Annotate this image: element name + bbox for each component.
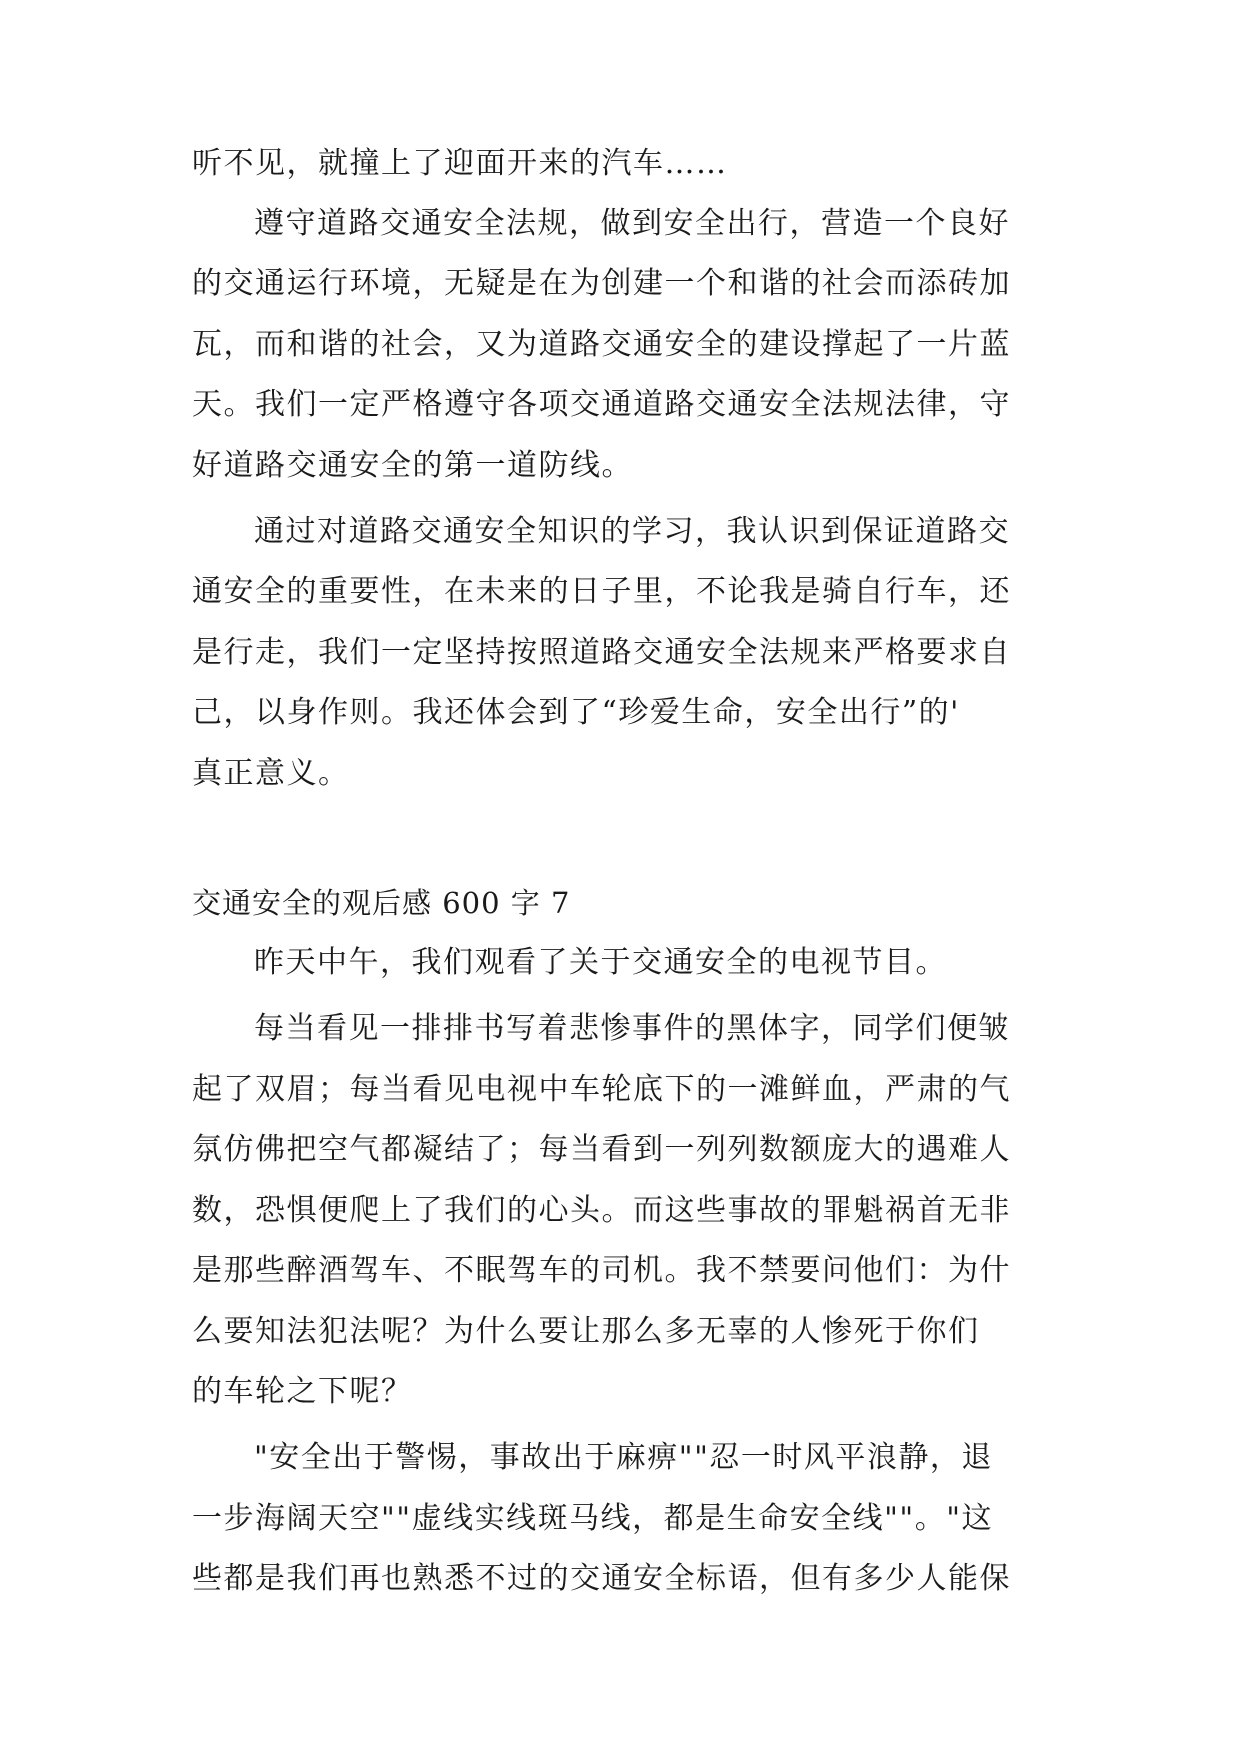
text-line: 么要知法犯法呢？为什么要让那么多无辜的人惨死于你们	[192, 1314, 980, 1349]
text-line: 天。我们一定严格遵守各项交通道路交通安全法规法律，守	[192, 387, 1011, 422]
text-line: 瓦，而和谐的社会，又为道路交通安全的建设撑起了一片蓝	[192, 327, 1011, 362]
paragraph-start: 遵守道路交通安全法规，做到安全出行，营造一个良好	[254, 206, 1010, 241]
paragraph-start: "安全出于警惕，事故出于麻痹""忍一时风平浪静，退	[254, 1440, 993, 1475]
text-line: 起了双眉；每当看见电视中车轮底下的一滩鲜血，严肃的气	[192, 1072, 1011, 1107]
paragraph-start: 每当看见一排排书写着悲惨事件的黑体字，同学们便皱	[254, 1011, 1010, 1046]
paragraph-start: 昨天中午，我们观看了关于交通安全的电视节目。	[254, 945, 947, 980]
text-line: 些都是我们再也熟悉不过的交通安全标语，但有多少人能保	[192, 1561, 1011, 1596]
text-line: 己，以身作则。我还体会到了“珍爱生命，安全出行”的'	[192, 695, 960, 730]
text-line: 数，恐惧便爬上了我们的心头。而这些事故的罪魁祸首无非	[192, 1193, 1011, 1228]
text-line: 的车轮之下呢？	[192, 1374, 413, 1409]
paragraph-start: 通过对道路交通安全知识的学习，我认识到保证道路交	[254, 514, 1010, 549]
text-line: 听不见，就撞上了迎面开来的汽车……	[192, 146, 728, 181]
text-line: 好道路交通安全的第一道防线。	[192, 448, 633, 483]
section-heading: 交通安全的观后感 600 字 7	[192, 886, 571, 920]
text-line: 通安全的重要性，在未来的日子里，不论我是骑自行车，还	[192, 574, 1011, 609]
text-line: 的交通运行环境，无疑是在为创建一个和谐的社会而添砖加	[192, 266, 1011, 301]
text-line: 一步海阔天空""虚线实线斑马线，都是生命安全线""。"这	[192, 1501, 993, 1536]
text-line: 是那些醉酒驾车、不眠驾车的司机。我不禁要问他们：为什	[192, 1253, 1011, 1288]
text-line: 氛仿佛把空气都凝结了；每当看到一列列数额庞大的遇难人	[192, 1132, 1011, 1167]
text-line: 是行走，我们一定坚持按照道路交通安全法规来严格要求自	[192, 635, 1011, 670]
text-line: 真正意义。	[192, 756, 350, 791]
